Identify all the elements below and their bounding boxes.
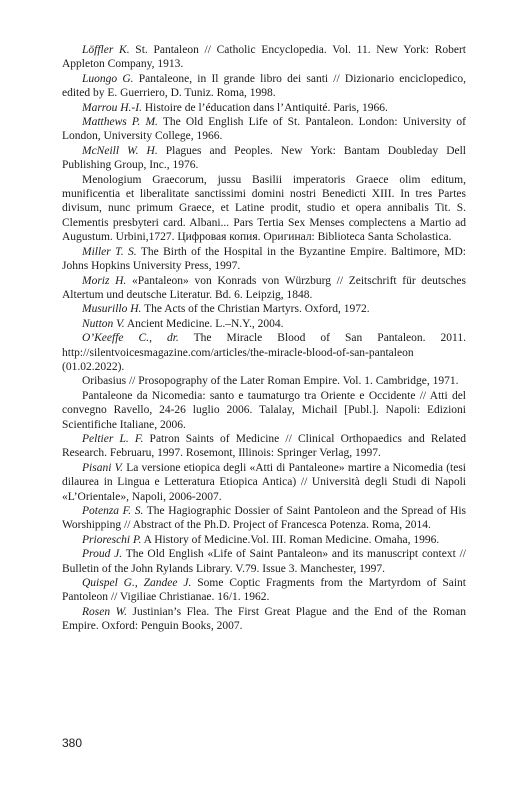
entry-text: The Acts of the Christian Martyrs. Oxford, 1972. [141, 303, 370, 316]
entry-text: A History of Medicine.Vol. III. Roman Medicine. Omaha, 1996. [141, 533, 440, 546]
entry-text: Some Coptic Fragments from the Martyrdom of Saint Pantoleon // Vigiliae Christianae. 16/1. 1962. [62, 577, 466, 604]
entry-text: St. Pantaleon // Catholic Encyclopedia. Vol. 11. New York: Robert Appleton Company, 1913. [62, 44, 466, 71]
entry-author: Miller T. S. [82, 245, 137, 258]
entry-author: Rosen W. [82, 605, 128, 618]
entry-text: Plagues and Peoples. New York: Bantam Doubleday Dell Publishing Group, Inc., 1976. [62, 144, 466, 172]
entry-text: «Pantaleon» von Konrads von Würzburg // Zeitschrift für deutsches Altertum und deutsche Literatur. Bd. 6. Leipzig, 1848. [62, 274, 467, 301]
bibliography-entry [62, 576, 466, 605]
entry-text: The Birth of the Hospital in the Byzantine Empire. Baltimore, MD: Johns Hopkins University Press, 1997. [62, 245, 467, 273]
entry-text: The Miracle Blood of San Pantaleon. 2011. http://silentvoicesmagazine.com/articles/the-miracle-blood-of-san-pantaleon (01.02.2022). [62, 332, 466, 373]
bibliography-entry [62, 144, 466, 173]
entry-text: The Old English Life of St. Pantaleon. London: University of London, University College, 1966. [62, 116, 466, 143]
entry-text: Pantaleone, in Il grande libro dei santi // Dizionario enciclopedico, edited by E. Guerriero, D. Tuniz. Roma, 1998. [62, 72, 467, 100]
bibliography-entry [62, 173, 466, 245]
page-number: 380 [62, 736, 83, 750]
entry-text: Patron Saints of Medicine // Clinical Orthopaedics and Related Research. Februaru, 1997. Rosemont, Illinois: Springer Verlag, 1997. [62, 432, 466, 460]
bibliography-entry [62, 43, 466, 72]
bibliography-entry [62, 331, 466, 374]
entry-author: O’Keeffe C., dr. [82, 332, 179, 345]
entry-author: Moriz H. [82, 274, 127, 287]
bibliography-entry [62, 245, 466, 274]
entry-author: Quispel G., Zandee J. [82, 577, 192, 590]
entry-text: Ancient Medicine. L.–N.Y., 2004. [124, 317, 284, 330]
entry-author: Marrou H.-I. [82, 101, 142, 114]
entry-text: La versione etiopica degli «Atti di Pantaleone» martire a Nicomedia (tesi dilaurea in Lingua e Letteratura Etiopica Antica) // Università degli Studi di Napoli «L’Orientale», Napoli, 2006-2007. [62, 461, 467, 503]
entry-author: Löffler K. [82, 44, 130, 56]
entry-author: Pisani V. [82, 461, 124, 474]
entry-author: Prioreschi P. [82, 533, 142, 546]
bibliography-entry [62, 274, 466, 303]
bibliography-entry [62, 72, 466, 101]
entry-author: Potenza F. S. [82, 505, 144, 517]
bibliography-entry [62, 533, 466, 547]
entry-author: Luongo G. [82, 72, 134, 85]
bibliography-list [62, 43, 466, 634]
entry-text: Pantaleone da Nicomedia: santo e taumaturgo tra Oriente e Occidente // Atti del convegno Ravello, 24-26 luglio 2006. Talalay, Michail [Publ.]. Napoli: Edizioni Scientifiche Italiane, 2006. [62, 389, 466, 431]
entry-author: McNeill W. H. [82, 144, 158, 157]
entry-text: The Old English «Life of Saint Pantaleon» and its manuscript context // Bulletin of the John Rylands Library. V.79. Issue 3. Manchester, 1997. [62, 548, 466, 575]
entry-text: Histoire de l’éducation dans l’Antiquité. Paris, 1966. [141, 101, 388, 114]
bibliography-entry [62, 374, 466, 388]
bibliography-entry [62, 302, 466, 316]
entry-text: The Hagiographic Dossier of Saint Pantoleon and the Spread of His Worshipping // Abstract of the Ph.D. Project of Francesca Potenza. Roma, 2014. [62, 505, 467, 532]
bibliography-entry [62, 432, 466, 461]
bibliography-entry [62, 504, 466, 533]
entry-author: Nutton V. [82, 317, 125, 330]
bibliography-entry [62, 389, 466, 432]
bibliography-entry [62, 605, 466, 634]
entry-text: Menologium Graecorum, jussu Basilii imperatoris Graece olim editum, munificentia et liberalitate sanctissimi domini nostri Benedicti XIII. In tres Partes divisum, nunc primum Graece, et Latine prodit, studio et opera annibalis Tit. S. Clementis presbyteri card. Albani... Pars Tertia Sex Menses complectens a Martio ad Augustum. Urbini,1727. Цифровая копия. Оригинал: Biblioteca Santa Scholastica. [62, 173, 466, 244]
bibliography-entry [62, 461, 466, 504]
entry-text: Justinian’s Flea. The First Great Plague and the End of the Roman Empire. Oxford: Penguin Books, 2007. [62, 605, 466, 633]
entry-author: Matthews P. M. [82, 116, 158, 129]
bibliography-entry [62, 317, 466, 331]
entry-author: Musurillo H. [82, 303, 142, 316]
bibliography-entry [62, 101, 466, 115]
entry-author: Proud J. [82, 548, 123, 561]
bibliography-entry [62, 115, 466, 144]
entry-text: Oribasius // Prosopography of the Later Roman Empire. Vol. 1. Cambridge, 1971. [82, 375, 459, 388]
entry-author: Peltier L. F. [82, 432, 144, 445]
bibliography-entry [62, 547, 466, 576]
